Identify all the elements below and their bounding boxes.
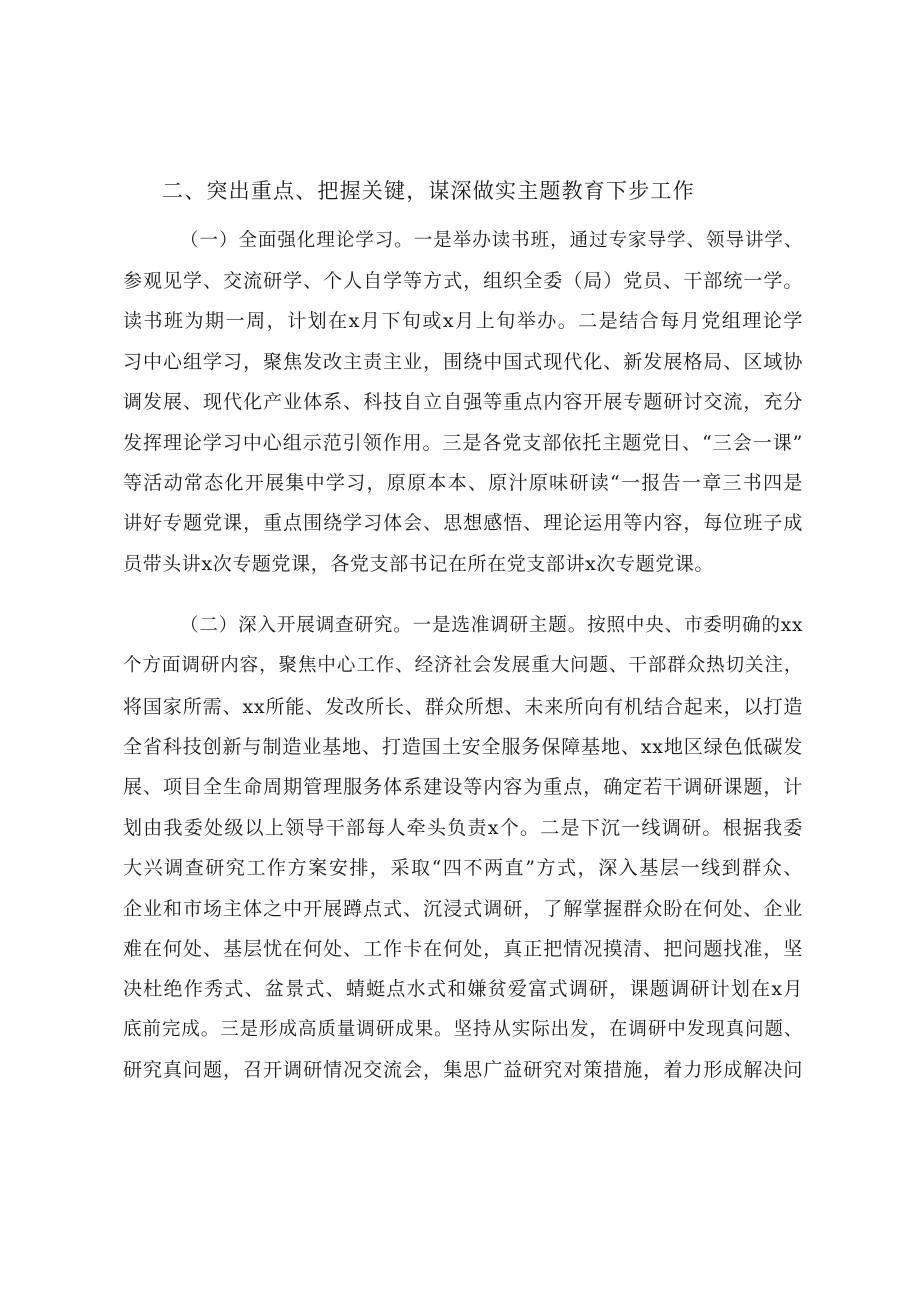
paragraph-2-line: 划由我委处级以上领导干部每人牵头负责x个。二是下沉一线调研。根据我委 bbox=[123, 817, 803, 839]
paragraph-2-line: 底前完成。三是形成高质量调研成果。坚持从实际出发，在调研中发现真问题、 bbox=[123, 1019, 803, 1040]
paragraph-2-line: （二）深入开展调查研究。一是选准调研主题。按照中央、市委明确的xx bbox=[180, 615, 803, 636]
paragraph-1-line: 等活动常态化开展集中学习，原原本本、原汁原味研读“一报告一章三书四是 bbox=[123, 472, 803, 494]
paragraph-1-line: 读书班为期一周，计划在x月下旬或x月上旬举办。二是结合每月党组理论学 bbox=[123, 310, 803, 332]
paragraph-2-line: 将国家所需、xx所能、发改所长、群众所想、未来所向有机结合起来，以打造 bbox=[123, 696, 803, 718]
paragraph-1-line: 员带头讲x次专题党课，各党支部书记在所在党支部讲x次专题党课。 bbox=[123, 553, 715, 575]
paragraph-1-line: 调发展、现代化产业体系、科技自立自强等重点内容开展专题研讨交流，充分 bbox=[123, 391, 803, 413]
paragraph-2-line: 决杜绝作秀式、盆景式、蜻蜓点水式和嫌贫爱富式调研，课题调研计划在x月 bbox=[123, 978, 803, 1000]
paragraph-1-line: 发挥理论学习中心组示范引领作用。三是各党支部依托主题党日、“三会一课” bbox=[123, 432, 803, 454]
paragraph-2-line: 全省科技创新与制造业基地、打造国土安全服务保障基地、xx地区绿色低碳发 bbox=[123, 736, 803, 758]
paragraph-1-line: 讲好专题党课，重点围绕学习体会、思想感悟、理论运用等内容，每位班子成 bbox=[123, 512, 803, 534]
paragraph-1-line: 参观见学、交流研学、个人自学等方式，组织全委（局）党员、干部统一学。 bbox=[123, 270, 803, 292]
paragraph-2-line: 企业和市场主体之中开展蹲点式、沉浸式调研，了解掌握群众盼在何处、企业 bbox=[123, 898, 803, 920]
paragraph-2-line: 展、项目全生命周期管理服务体系建设等内容为重点，确定若干调研课题，计 bbox=[123, 776, 803, 798]
paragraph-2-line: 大兴调查研究工作方案安排，采取“四不两直”方式，深入基层一线到群众、 bbox=[123, 857, 803, 879]
paragraph-2-line: 难在何处、基层忧在何处、工作卡在何处，真正把情况摸清、把问题找准，坚 bbox=[123, 938, 803, 960]
section-heading: 二、突出重点、把握关键，谋深做实主题教育下步工作 bbox=[162, 179, 695, 203]
paragraph-1-line: 习中心组学习，聚焦发改主责主业，围绕中国式现代化、新发展格局、区域协 bbox=[123, 351, 803, 373]
paragraph-1-line: （一）全面强化理论学习。一是举办读书班，通过专家导学、领导讲学、 bbox=[180, 230, 803, 251]
paragraph-2-line: 个方面调研内容，聚焦中心工作、经济社会发展重大问题、干部群众热切关注， bbox=[123, 655, 803, 676]
paragraph-2-line: 研究真问题，召开调研情况交流会，集思广益研究对策措施，着力形成解决问 bbox=[123, 1059, 803, 1081]
